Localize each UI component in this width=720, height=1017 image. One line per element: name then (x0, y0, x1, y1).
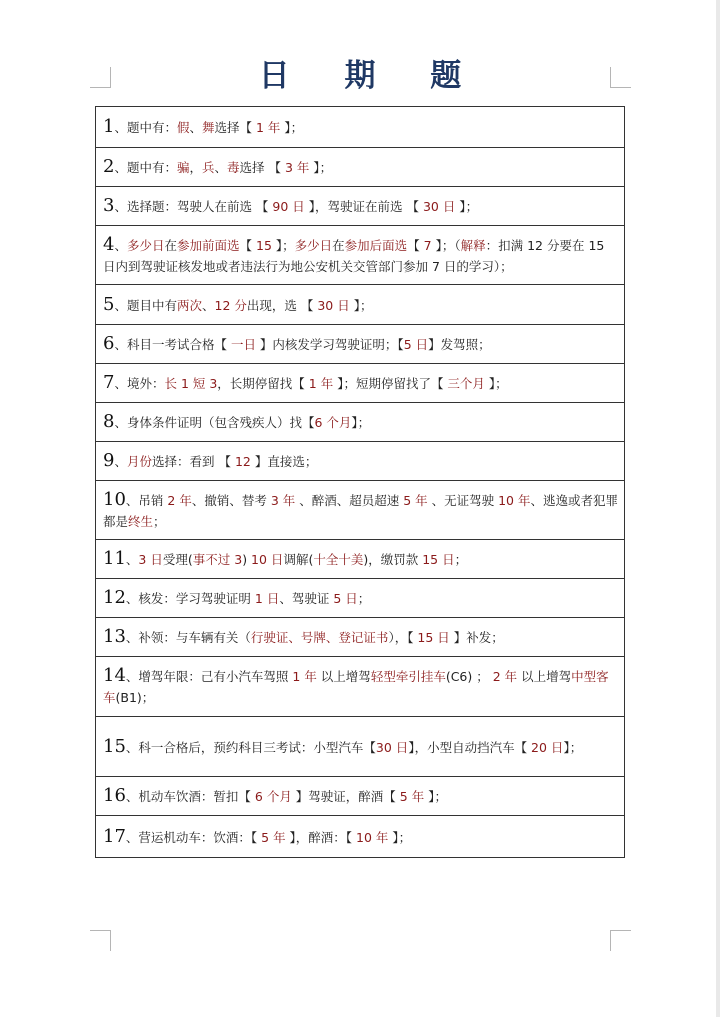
row-text (103, 736, 618, 758)
row-segment: 以上增驾 (517, 669, 572, 684)
row-segment: 】；（ (431, 237, 461, 253)
table-row (96, 364, 624, 403)
highlight-text: 30 日 (422, 199, 456, 214)
row-segment: 、驾驶证 (279, 591, 334, 606)
table-row (96, 442, 624, 481)
corner-mark-bottom-left (90, 930, 111, 951)
row-number: 11 (103, 548, 126, 569)
highlight-text: 15 日 (422, 552, 455, 567)
highlight-text: 5 年 (403, 492, 428, 508)
table-row (96, 618, 624, 657)
row-segment: 、 (114, 454, 127, 469)
row-segment: ； (153, 513, 166, 529)
highlight-text: 3 年 (270, 492, 296, 508)
page-title: 日 期 题 (258, 58, 484, 94)
highlight-text: 两次 (176, 297, 202, 313)
row-text (103, 626, 618, 648)
row-segment: ，长期停留找【 (217, 376, 309, 391)
question-table (95, 106, 625, 858)
row-segment: 、 (125, 552, 139, 567)
table-row (96, 717, 624, 777)
row-segment: 以上增驾 (316, 669, 371, 684)
row-text (103, 294, 618, 316)
row-segment: 、科一合格后，预约科目三考试：小型汽车【 (125, 739, 376, 755)
row-text (103, 665, 618, 708)
row-segment: 】； (455, 199, 479, 214)
row-segment: 、科目一考试合格【 (114, 337, 231, 352)
row-segment: )，缴罚款 (363, 552, 423, 567)
highlight-text: 三个月 (447, 376, 485, 391)
table-row (96, 187, 624, 226)
row-segment: 、醉酒、超员超速 (295, 492, 404, 508)
row-number: 15 (103, 735, 126, 757)
row-segment: 选择：看到 【 (151, 454, 235, 469)
highlight-text: 舞 (202, 120, 215, 135)
row-segment: ：扣满 12 分要在 15 日内到驾驶证核发地或者违法行为地公安机关交管部门参加 7 日的学习）； (103, 237, 605, 274)
row-segment: 】，小型自动挡汽车【 (408, 739, 532, 755)
row-text (103, 234, 618, 277)
row-text (103, 548, 618, 570)
row-segment: 】； (388, 829, 412, 845)
row-segment: 选择【 (214, 120, 256, 135)
row-text (103, 156, 618, 178)
highlight-text: 毒 (227, 160, 240, 175)
row-number: 6 (103, 333, 115, 354)
table-row (96, 325, 624, 364)
row-segment: 、 (214, 160, 228, 175)
row-segment: ； (454, 552, 468, 567)
highlight-text: 一日 (230, 337, 256, 352)
row-number: 10 (103, 488, 126, 510)
highlight-text: 30 日 (317, 297, 350, 313)
row-segment: ) (242, 552, 252, 567)
row-text (103, 333, 618, 355)
highlight-text: 轻型牵引挂车 (370, 669, 446, 684)
row-segment: 选择 【 (239, 160, 285, 175)
table-row (96, 481, 624, 540)
row-segment: 【 (239, 237, 256, 253)
row-number: 2 (103, 156, 115, 177)
row-segment: 、 (114, 237, 127, 253)
row-segment: 在 (164, 237, 177, 253)
row-text (103, 826, 618, 848)
row-segment: 、营运机动车：饮酒：【 (125, 829, 262, 845)
row-segment: 、境外： (114, 376, 165, 391)
table-row (96, 285, 624, 325)
row-segment: ； (357, 591, 371, 606)
row-segment: 、选择题：驾驶人在前选 【 (114, 199, 273, 214)
highlight-text: 20 日 (531, 739, 564, 755)
row-segment: 】； (424, 789, 447, 804)
highlight-text: 5 日 (403, 337, 429, 352)
row-segment: 、吊销 (125, 492, 168, 508)
highlight-text: 3 年 (285, 160, 310, 175)
table-row (96, 148, 624, 187)
row-segment: 出现，选 【 (246, 297, 318, 313)
row-segment: 、增驾年限：己有小汽车驾照 (125, 669, 293, 684)
row-text (103, 116, 618, 138)
row-number: 9 (103, 450, 115, 471)
row-segment: 】；短期停留找了【 (333, 376, 448, 391)
highlight-text: 兵 (202, 160, 215, 175)
page-edge (716, 0, 720, 1017)
highlight-text: 长 1 短 3 (164, 376, 218, 391)
row-segment: 调解( (283, 552, 314, 567)
row-text (103, 785, 618, 807)
highlight-text: 5 年 (261, 829, 286, 845)
highlight-text: 30 日 (375, 739, 409, 755)
row-number: 12 (103, 587, 126, 608)
highlight-text: 月份 (126, 454, 152, 469)
row-segment: 、题中有： (114, 120, 177, 135)
row-text (103, 587, 618, 609)
row-number: 4 (103, 233, 115, 255)
highlight-text: 中型客车 (103, 669, 609, 705)
highlight-text: 90 日 (272, 199, 305, 214)
highlight-text: 3 日 (138, 552, 163, 567)
highlight-text: 骗 (176, 160, 190, 175)
row-segment: 】； (484, 376, 508, 391)
row-segment: ， (189, 160, 202, 175)
row-text (103, 372, 618, 394)
highlight-text: 12 (234, 454, 251, 469)
highlight-text: 10 年 (498, 492, 531, 508)
table-row (96, 107, 624, 148)
highlight-text: 10 日 (251, 552, 284, 567)
highlight-text: 5 年 (399, 789, 425, 804)
row-segment: 】； (349, 297, 373, 313)
row-number: 17 (103, 825, 126, 847)
table-row (96, 226, 624, 285)
row-number: 5 (103, 293, 115, 315)
highlight-text: 参加后面选 (344, 237, 408, 253)
highlight-text: 十全十美 (313, 552, 364, 567)
row-segment: 】； (309, 160, 333, 175)
row-number: 8 (103, 411, 115, 432)
row-segment: 】，醉酒：【 (285, 829, 357, 845)
highlight-text: 5 日 (333, 591, 358, 606)
row-segment: 受理( (162, 552, 193, 567)
row-segment: 】内核发学习驾驶证明；【 (255, 337, 404, 352)
table-row (96, 657, 624, 717)
row-segment: 】； (563, 739, 583, 755)
highlight-text: 7 (423, 237, 432, 253)
row-segment: 、 (189, 120, 202, 135)
row-segment: 、身体条件证明（包含残疾人）找【 (114, 415, 315, 430)
row-number: 13 (103, 626, 126, 647)
row-segment: (B1)； (115, 690, 155, 705)
row-text (103, 489, 618, 532)
row-segment: ），【 (388, 630, 418, 645)
row-number: 7 (103, 372, 115, 393)
row-segment: 【 (407, 237, 424, 253)
row-segment: 、逃逸或者犯罪都是 (103, 492, 618, 529)
row-number: 16 (103, 785, 126, 806)
highlight-text: 行驶证、号牌、登记证书 (250, 630, 389, 645)
highlight-text: 6 个月 (314, 415, 352, 430)
highlight-text: 1 年 (292, 669, 317, 684)
highlight-text: 15 (256, 237, 272, 253)
highlight-text: 1 年 (308, 376, 334, 391)
row-number: 1 (103, 116, 115, 137)
row-text (103, 450, 618, 472)
row-segment: 、题目中有 (114, 297, 177, 313)
table-row (96, 403, 624, 442)
row-segment: 、 (201, 297, 215, 313)
table-row (96, 540, 624, 579)
row-text (103, 195, 618, 217)
row-segment: 、补领：与车辆有关（ (125, 630, 251, 645)
highlight-text: 15 日 (417, 630, 450, 645)
row-segment: 在 (332, 237, 345, 253)
highlight-text: 1 年 (256, 120, 281, 135)
highlight-text: 10 年 (356, 829, 389, 845)
highlight-text: 多少日 (294, 237, 333, 253)
row-segment: (C6) ； (445, 669, 493, 684)
highlight-text: 终生 (128, 513, 154, 529)
highlight-text: 参加前面选 (177, 237, 240, 253)
table-row (96, 816, 624, 857)
table-row (96, 579, 624, 618)
row-segment: 】； (351, 415, 371, 430)
highlight-text: 2 年 (492, 669, 518, 684)
highlight-text: 解释 (460, 237, 486, 253)
row-text (103, 411, 618, 433)
row-segment: 】直接选； (250, 454, 318, 469)
table-row (96, 777, 624, 816)
highlight-text: 12 分 (214, 297, 247, 313)
row-segment: 】； (271, 237, 295, 253)
highlight-text: 事不过 3 (192, 552, 243, 567)
row-segment: 】，驾驶证在前选 【 (304, 199, 423, 214)
highlight-text: 多少日 (126, 237, 165, 253)
highlight-text: 1 日 (254, 591, 280, 606)
row-segment: 、无证驾驶 (427, 492, 499, 508)
row-segment: 】补发； (449, 630, 504, 645)
row-segment: 、机动车饮酒：暂扣【 (125, 789, 255, 804)
row-number: 3 (103, 195, 115, 216)
row-segment: 】驾驶证，醉酒【 (291, 789, 400, 804)
row-segment: 】发驾照； (428, 337, 491, 352)
highlight-text: 假 (176, 120, 190, 135)
row-segment: 】； (280, 120, 304, 135)
highlight-text: 2 年 (167, 492, 192, 508)
corner-mark-bottom-right (610, 930, 631, 951)
row-segment: 、撤销、替考 (191, 492, 271, 508)
row-segment: 、题中有： (114, 160, 177, 175)
row-segment: 、核发：学习驾驶证明 (125, 591, 255, 606)
highlight-text: 6 个月 (254, 789, 292, 804)
row-number: 14 (103, 665, 126, 686)
